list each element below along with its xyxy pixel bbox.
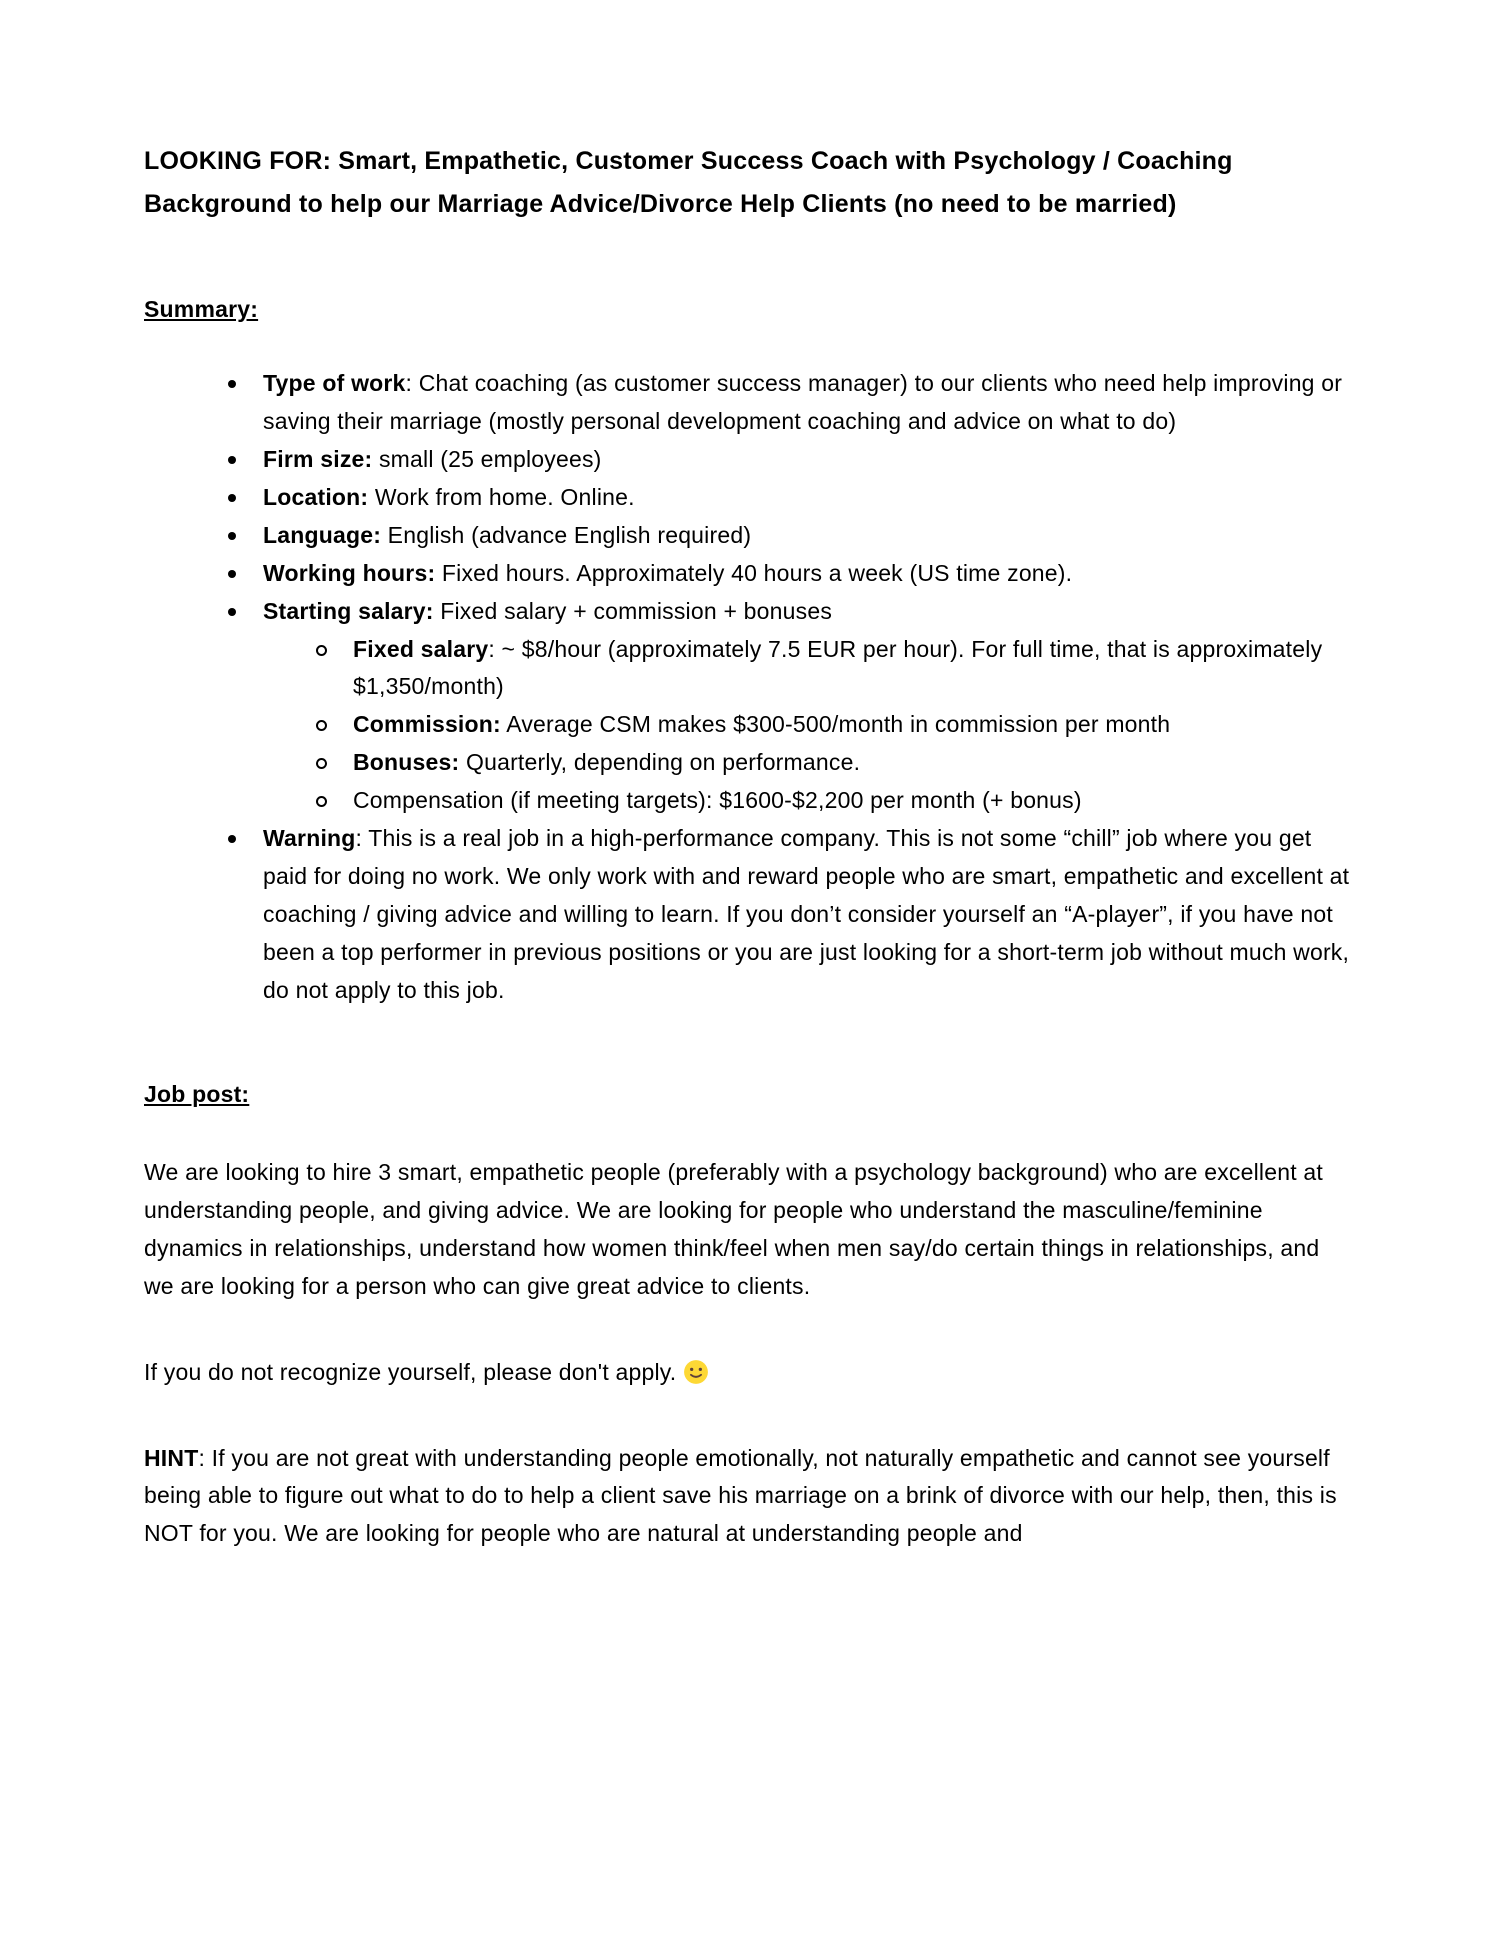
summary-heading-text: Summary: <box>144 296 259 322</box>
job-post-heading-text: Job post: <box>144 1080 250 1107</box>
slightly-smiling-face-emoji <box>683 1359 709 1385</box>
item-text: English (advance English required) <box>381 521 752 548</box>
item-text: Fixed hours. Approximately 40 hours a week (US time zone). <box>435 559 1073 586</box>
item-label: Location: <box>263 483 369 510</box>
item-text: Quarterly, depending on performance. <box>459 749 861 776</box>
item-text: Average CSM makes $300-500/month in commission per month <box>500 711 1171 738</box>
list-item-firm-size <box>144 441 1354 479</box>
item-label: Fixed salary <box>353 635 489 662</box>
document-title: LOOKING FOR: Smart, Empathetic, Customer Success Coach with Psychology / Coaching Background to help our Marriage Advice/Divorce Help Clients (no need to be married) <box>144 147 1233 218</box>
list-item-working-hours <box>144 555 1354 593</box>
item-label: Language: <box>263 521 382 548</box>
closing-note-paragraph <box>144 1354 1354 1392</box>
item-text: : Chat coaching (as customer success manager) to our clients who need help improving or saving their marriage (mostly personal development coaching and advice on what to do) <box>263 369 1343 434</box>
summary-heading <box>144 291 1354 329</box>
list-item-warning <box>144 820 1354 1010</box>
hint-label: HINT <box>144 1444 199 1471</box>
item-text: : ~ $8/hour (approximately 7.5 EUR per hour). For full time, that is approximately $1,350/month) <box>353 635 1323 700</box>
summary-list <box>144 365 1354 1010</box>
list-item-location <box>144 479 1354 517</box>
item-label: Firm size: <box>263 445 373 472</box>
job-post-paragraph: We are looking to hire 3 smart, empathetic people (preferably with a psychology background) who are excellent at understanding people, and giving advice. We are looking for people who understand the masculine/feminine dynamics in relationships, understand how women think/feel when men say/do certain things in relationships, and we are looking for a person who can give great advice to clients. <box>144 1158 1323 1299</box>
sublist-item-commission <box>263 706 1354 744</box>
item-label: Type of work <box>263 369 406 396</box>
item-text: Work from home. Online. <box>368 483 635 510</box>
sublist-item-bonuses <box>263 744 1354 782</box>
item-text: : This is a real job in a high-performance company. This is not some “chill” job where you get paid for doing no work. We only work with and reward people who are smart, empathetic and excellent at coaching / giving advice and willing to learn. If you don’t consider yourself an “A-player”, if you have not been a top performer in previous positions or you are just looking for a short-term job without much work, do not apply to this job. <box>263 825 1350 1003</box>
item-text: Compensation (if meeting targets): $1600-$2,200 per month (+ bonus) <box>353 787 1082 814</box>
hint-text: : If you are not great with understanding people emotionally, not naturally empathetic and cannot see yourself being able to figure out what to do to help a client save his marriage on a brink of divorce with our help, then, this is NOT for you. We are looking for people who are natural at understanding people and <box>144 1444 1337 1547</box>
item-label: Working hours: <box>263 559 436 586</box>
sublist-item-compensation <box>263 782 1354 820</box>
job-post-heading <box>144 1076 1354 1114</box>
item-label: Starting salary: <box>263 597 434 624</box>
item-text: Fixed salary + commission + bonuses <box>433 597 833 624</box>
closing-note-text: If you do not recognize yourself, please don't apply. <box>144 1358 677 1385</box>
salary-sublist <box>263 631 1354 821</box>
hint-paragraph <box>144 1440 1354 1554</box>
list-item-language <box>144 517 1354 555</box>
item-label: Bonuses: <box>353 749 460 776</box>
item-text: small (25 employees) <box>372 445 602 472</box>
item-label: Warning <box>263 825 356 852</box>
item-label: Commission: <box>353 711 501 738</box>
list-item-starting-salary <box>144 593 1354 821</box>
sublist-item-fixed-salary <box>263 631 1354 707</box>
list-item-type-of-work <box>144 365 1354 441</box>
